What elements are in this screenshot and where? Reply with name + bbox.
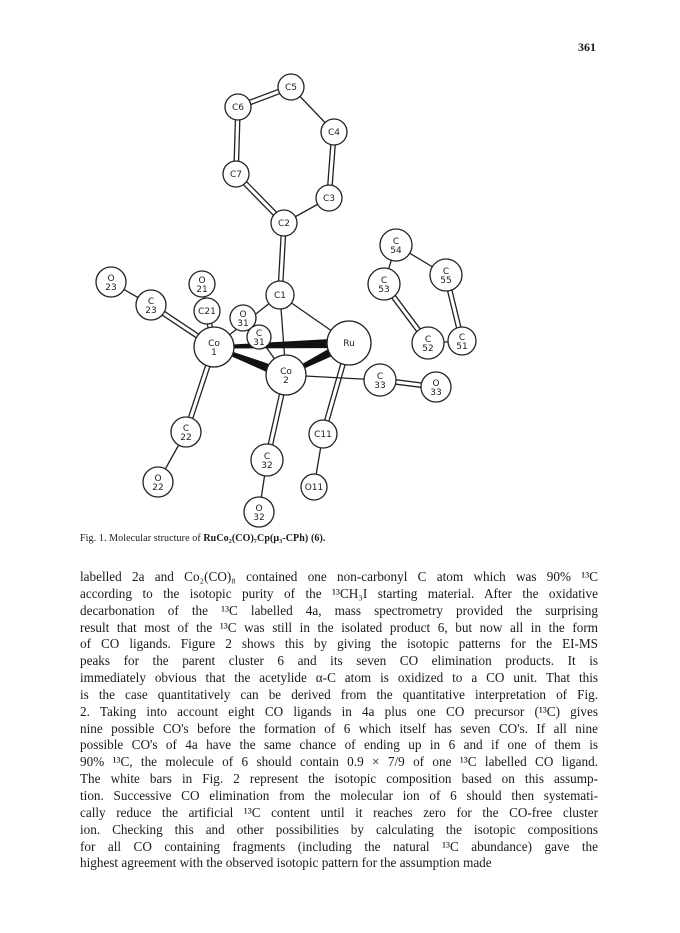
atom-C3 (316, 185, 342, 211)
atom-label: 54 (390, 246, 402, 256)
figure-caption (80, 533, 326, 544)
atom-C2 (271, 210, 297, 236)
atom-label: C (147, 297, 155, 307)
atom-label: O (198, 276, 206, 286)
atom-O21 (189, 271, 215, 297)
paragraph-line: of CO ligands. Figure 2 shows this by giving the isotopic patterns for the EI-MS (80, 636, 598, 652)
paragraph-line: nine possible CO's before the formation of 6 which itself has seven CO's. If all nine (80, 720, 598, 736)
atom-label: O (432, 379, 440, 389)
atom-Co2 (266, 355, 306, 395)
paragraph-line: 2. Taking into account eight CO ligands in 4a plus one CO precursor (¹³C) gives (80, 703, 598, 719)
atom-label: O (255, 504, 263, 514)
atom-label: Ru (343, 339, 355, 349)
atom-label: C4 (327, 128, 341, 138)
atom-label: 1 (211, 348, 217, 358)
atom-label: 52 (422, 344, 434, 354)
atom-label: C (255, 329, 263, 339)
atom-label: C (458, 333, 466, 343)
atom-label: C6 (231, 103, 245, 113)
atom-C53 (368, 268, 400, 300)
atom-label: 55 (440, 276, 452, 286)
atom-C21 (194, 298, 220, 324)
atom-C23 (136, 290, 166, 320)
atom-label: C (376, 372, 384, 382)
paragraph-line: highest agreement with the observed isotopic pattern for the assumption made (80, 855, 492, 871)
atom-label: 21 (196, 285, 208, 295)
atom-label: 32 (253, 513, 265, 523)
atom-label: O (239, 310, 247, 320)
atom-C55 (430, 259, 462, 291)
atom-C32 (251, 444, 283, 476)
atom-label: C5 (284, 83, 298, 93)
paragraph-line: The white bars in Fig. 2 represent the isotopic composition based on this assump- (80, 771, 598, 787)
atom-C1 (266, 281, 294, 309)
atom-C6 (225, 94, 251, 120)
atom-C4 (321, 119, 347, 145)
atom-label: C (442, 267, 450, 277)
atom-label: 51 (456, 342, 468, 352)
atom-Co1 (194, 327, 234, 367)
atom-label: 22 (152, 483, 164, 493)
atom-O22 (143, 467, 173, 497)
caption-prefix: Fig. 1. Molecular structure of (80, 533, 204, 544)
paragraph-line: immediately obvious that the acetylide α-C atom is oxidized to a CO unit. That this (80, 670, 598, 686)
paragraph-line: possible CO's of 4a have the same chance of ending up in 6 and if one of them is (80, 737, 598, 753)
atom-label: O11 (304, 483, 324, 493)
atom-label: 23 (105, 283, 117, 293)
atom-label: O (107, 274, 115, 284)
atom-label: C (392, 237, 400, 247)
atom-C5 (278, 74, 304, 100)
atom-label: 33 (430, 388, 442, 398)
paragraph-line: labelled 2a and Co₂(CO)₈ contained one non-carbonyl C atom which was 90% ¹³C (80, 569, 598, 584)
atom-O23 (96, 267, 126, 297)
atom-label: C (182, 424, 190, 434)
atom-label: 33 (374, 381, 386, 391)
atom-O11 (301, 474, 327, 500)
atom-O32 (244, 497, 274, 527)
atom-label: C7 (229, 170, 243, 180)
paragraph-line: ion. Checking this and other possibilities by calculating the isotopic compositions (80, 821, 598, 837)
atom-label: Co (280, 367, 292, 377)
paragraph-line: for all CO containing fragments (including the natural ¹³C abundance) gave the (80, 838, 598, 854)
paragraph-line: decarbonation of the ¹³C labelled 4a, mass spectrometry provided the surprising (80, 602, 598, 618)
atom-label: C (380, 276, 388, 286)
atom-C11 (309, 420, 337, 448)
atom-label: C1 (273, 291, 287, 301)
atom-C22 (171, 417, 201, 447)
paragraph-line: according to the isotopic purity of the ¹³CH₃I starting material. After the oxidative (80, 585, 598, 601)
atom-label: Co (208, 339, 220, 349)
atom-O33 (421, 372, 451, 402)
atom-label: C (263, 452, 271, 462)
paragraph-line: 90% ¹³C, the molecule of 6 should contain 0.9 × 7/9 of one ¹³C labelled CO ligand. (80, 754, 598, 770)
paragraph-line: tion. Successive CO elimination from the molecular ion of 6 should then systemati- (80, 787, 598, 803)
atom-label: C2 (277, 219, 291, 229)
atom-label: C3 (322, 194, 336, 204)
atoms (96, 74, 476, 527)
atom-label: C21 (198, 307, 216, 317)
atom-Ru (327, 321, 371, 365)
atom-C51 (448, 327, 476, 355)
page-number: 361 (578, 40, 596, 54)
paragraph-line: cally reduce the artificial ¹³C content until it reaches zero for the CO-free cluster (80, 804, 598, 820)
atom-C7 (223, 161, 249, 187)
body-paragraph (80, 569, 598, 872)
atom-label: C (424, 335, 432, 345)
paragraph-line: result that most of the ¹³C was still in the isolated product 6, but now all in the form (80, 619, 598, 635)
atom-C54 (380, 229, 412, 261)
atom-C52 (412, 327, 444, 359)
paragraph-line: is the case quantitatively can be derived from the quantitative interpretation of Fig. (80, 686, 598, 702)
atom-label: 22 (180, 433, 192, 443)
atom-label: 31 (237, 319, 249, 329)
paragraph-line: peaks for the parent cluster 6 and its seven CO elimination products. It is (80, 653, 598, 669)
atom-label: 2 (283, 376, 289, 386)
atom-label: 32 (261, 461, 273, 471)
atom-C31 (247, 325, 271, 349)
atom-label: O (154, 474, 162, 484)
caption-formula: RuCo₂(CO)₇Cp(μ₃-CPh) (6). (203, 533, 326, 544)
molecular-structure-figure (78, 62, 598, 542)
atom-label: 23 (145, 306, 157, 316)
atom-label: 53 (378, 285, 390, 295)
atom-label: 31 (253, 338, 265, 348)
atom-C33 (364, 364, 396, 396)
atom-label: C11 (314, 430, 332, 440)
